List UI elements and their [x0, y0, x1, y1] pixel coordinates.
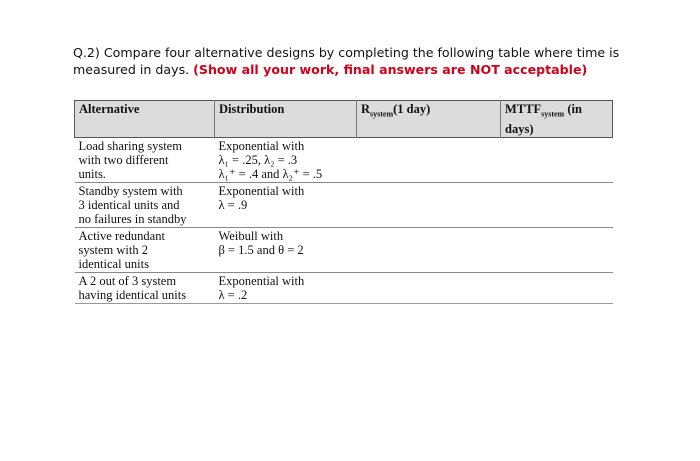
- cell-text: λ₁ = .25, λ₂ = .3: [218, 152, 298, 167]
- cell-text: units.: [78, 166, 106, 181]
- cell-alternative: [75, 137, 215, 182]
- cell-reliability-answer[interactable]: [357, 272, 501, 303]
- cell-text: Exponential with: [218, 183, 305, 198]
- cell-alternative: [75, 227, 215, 272]
- question-emphasis: (Show all your work, final answers are NOT acceptable): [193, 62, 588, 77]
- cell-reliability-answer[interactable]: [357, 227, 501, 272]
- table-row: [75, 227, 613, 272]
- cell-text: λ = .9: [218, 197, 248, 212]
- header-distribution: Distribution: [215, 101, 357, 138]
- cell-text: λ₁⁺ = .4 and λ₂⁺ = .5: [218, 166, 323, 181]
- header-reliability-sub: system: [370, 109, 394, 119]
- cell-alternative: [75, 182, 215, 227]
- cell-text: Exponential with: [218, 273, 305, 288]
- cell-text: system with 2: [78, 242, 148, 257]
- header-mttf-suffix: (in days): [505, 102, 582, 136]
- cell-text: Load sharing system: [78, 138, 182, 153]
- table-row: [75, 137, 613, 182]
- cell-text: Active redundant: [78, 228, 165, 243]
- table-row: [75, 272, 613, 303]
- cell-text: A 2 out of 3 system: [78, 273, 177, 288]
- cell-text: no failures in standby: [78, 211, 187, 226]
- cell-mttf-answer[interactable]: [501, 182, 613, 227]
- cell-mttf-answer[interactable]: [501, 137, 613, 182]
- cell-text: Weibull with: [218, 228, 284, 243]
- cell-distribution: [215, 137, 357, 182]
- comparison-table: [74, 100, 613, 304]
- cell-alternative: [75, 272, 215, 303]
- header-reliability-symbol: R: [361, 102, 371, 116]
- header-reliability: [357, 101, 501, 138]
- cell-text: having identical units: [78, 287, 187, 302]
- cell-reliability-answer[interactable]: [357, 137, 501, 182]
- cell-distribution: [215, 227, 357, 272]
- cell-text: Standby system with: [78, 183, 183, 198]
- table-header-row: [75, 101, 613, 138]
- cell-text: with two different: [78, 152, 169, 167]
- cell-reliability-answer[interactable]: [357, 182, 501, 227]
- table-row: [75, 182, 613, 227]
- cell-text: 3 identical units and: [78, 197, 180, 212]
- header-alternative: Alternative: [75, 101, 215, 138]
- cell-text: λ = .2: [218, 287, 248, 302]
- header-mttf-sub: system: [541, 109, 565, 119]
- question-prompt: Q.2) Compare four alternative designs by completing the following table where time is measured in days.: [73, 45, 620, 77]
- cell-mttf-answer[interactable]: [501, 272, 613, 303]
- cell-distribution: [215, 182, 357, 227]
- header-mttf: [501, 101, 613, 138]
- header-reliability-suffix: (1 day): [393, 102, 431, 116]
- cell-mttf-answer[interactable]: [501, 227, 613, 272]
- header-mttf-symbol: MTTF: [505, 102, 542, 116]
- cell-text: identical units: [78, 256, 149, 271]
- question-text: [73, 44, 673, 78]
- cell-text: β = 1.5 and θ = 2: [218, 242, 304, 257]
- cell-text: Exponential with: [218, 138, 305, 153]
- cell-distribution: [215, 272, 357, 303]
